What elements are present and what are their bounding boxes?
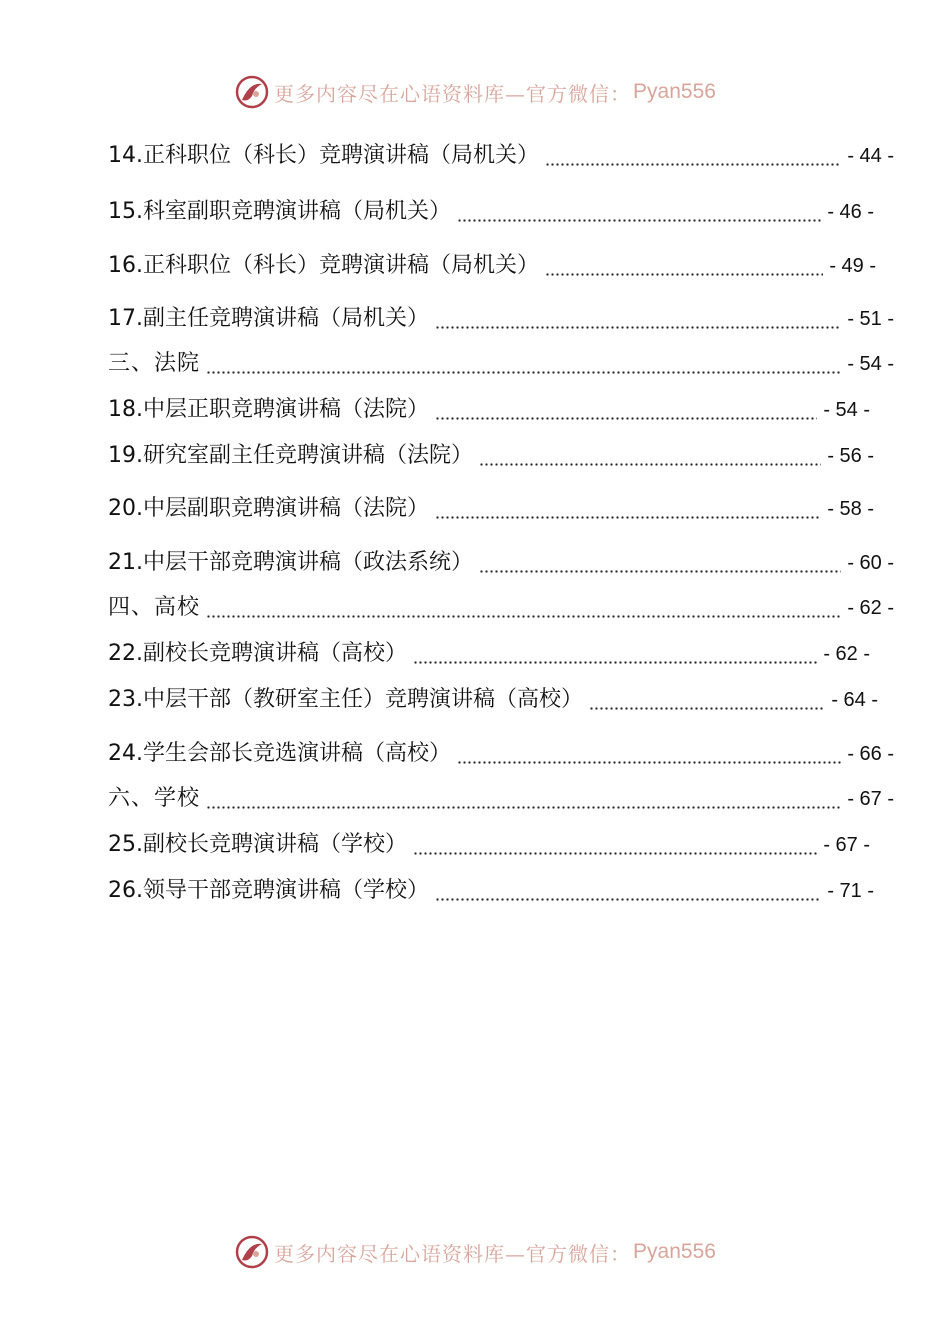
header-wechat-id: Pyan556 xyxy=(633,80,716,103)
toc-leader-dots xyxy=(413,638,817,670)
header-watermark xyxy=(0,72,950,112)
toc-page-number: - 51 - xyxy=(847,308,894,330)
toc-leader-dots xyxy=(206,348,841,380)
toc-entry[interactable] xyxy=(108,303,894,335)
toc-page-number: - 62 - xyxy=(823,643,870,665)
toc-title: 24.学生会部长竞选演讲稿（高校） xyxy=(108,741,451,766)
toc-entry[interactable] xyxy=(108,394,870,426)
footer-wechat-id: Pyan556 xyxy=(633,1240,716,1263)
brand-logo-icon xyxy=(234,1234,270,1270)
footer-watermark xyxy=(0,1232,950,1272)
toc-leader-dots xyxy=(479,547,841,579)
toc-leader-dots xyxy=(545,140,841,172)
toc-entry[interactable] xyxy=(108,250,876,282)
toc-entry[interactable] xyxy=(108,440,874,472)
toc-page-number: - 49 - xyxy=(829,255,876,277)
toc-section-heading[interactable] xyxy=(108,348,894,380)
toc-title: 15.科室副职竞聘演讲稿（局机关） xyxy=(108,199,451,224)
toc-title: 26.领导干部竞聘演讲稿（学校） xyxy=(108,878,429,903)
toc-title: 20.中层副职竞聘演讲稿（法院） xyxy=(108,496,429,521)
toc-entry[interactable] xyxy=(108,196,874,228)
toc-page-number: - 56 - xyxy=(827,445,874,467)
toc-title: 14.正科职位（科长）竞聘演讲稿（局机关） xyxy=(108,143,539,168)
toc-section-heading[interactable] xyxy=(108,783,894,815)
toc-entry[interactable] xyxy=(108,140,894,172)
toc-title: 23.中层干部（教研室主任）竞聘演讲稿（高校） xyxy=(108,687,583,712)
toc-page-number: - 62 - xyxy=(847,597,894,619)
toc-entry[interactable] xyxy=(108,547,894,579)
toc-leader-dots xyxy=(479,440,821,472)
toc-section-heading[interactable] xyxy=(108,592,894,624)
toc-title: 21.中层干部竞聘演讲稿（政法系统） xyxy=(108,550,473,575)
toc-entry[interactable] xyxy=(108,684,878,716)
toc-leader-dots xyxy=(413,829,817,861)
toc-page-number: - 71 - xyxy=(827,880,874,902)
toc-page-number: - 44 - xyxy=(847,145,894,167)
footer-slogan: 更多内容尽在心语资料库—官方微信： xyxy=(274,1241,632,1266)
toc-title: 三、法院 xyxy=(108,351,201,376)
toc-title: 22.副校长竞聘演讲稿（高校） xyxy=(108,641,407,666)
toc-leader-dots xyxy=(435,493,821,525)
toc-page-number: - 67 - xyxy=(823,834,870,856)
toc-leader-dots xyxy=(435,303,841,335)
toc-leader-dots xyxy=(206,783,841,815)
toc-leader-dots xyxy=(457,738,841,770)
toc-page-number: - 67 - xyxy=(847,788,894,810)
toc-entry[interactable] xyxy=(108,493,874,525)
toc-leader-dots xyxy=(457,196,821,228)
toc-title: 六、学校 xyxy=(108,786,201,811)
toc-page-number: - 54 - xyxy=(823,399,870,421)
toc-title: 四、高校 xyxy=(108,595,201,620)
toc-leader-dots xyxy=(206,592,841,624)
toc-page-number: - 64 - xyxy=(831,689,878,711)
toc-title: 18.中层正职竞聘演讲稿（法院） xyxy=(108,397,429,422)
toc-page-number: - 60 - xyxy=(847,552,894,574)
toc-entry[interactable] xyxy=(108,638,870,670)
toc-entry[interactable] xyxy=(108,875,874,907)
toc-title: 19.研究室副主任竞聘演讲稿（法院） xyxy=(108,443,473,468)
toc-leader-dots xyxy=(435,394,817,426)
toc-page-number: - 46 - xyxy=(827,201,874,223)
toc-page-number: - 54 - xyxy=(847,353,894,375)
toc-leader-dots xyxy=(545,250,823,282)
toc-page-number: - 58 - xyxy=(827,498,874,520)
toc-title: 25.副校长竞聘演讲稿（学校） xyxy=(108,832,407,857)
toc-title: 16.正科职位（科长）竞聘演讲稿（局机关） xyxy=(108,253,539,278)
header-slogan: 更多内容尽在心语资料库—官方微信： xyxy=(274,81,632,106)
toc-page-number: - 66 - xyxy=(847,743,894,765)
toc-leader-dots xyxy=(435,875,821,907)
brand-logo-icon xyxy=(234,74,270,110)
toc-title: 17.副主任竞聘演讲稿（局机关） xyxy=(108,306,429,331)
toc-leader-dots xyxy=(589,684,825,716)
toc-entry[interactable] xyxy=(108,738,894,770)
toc-entry[interactable] xyxy=(108,829,870,861)
